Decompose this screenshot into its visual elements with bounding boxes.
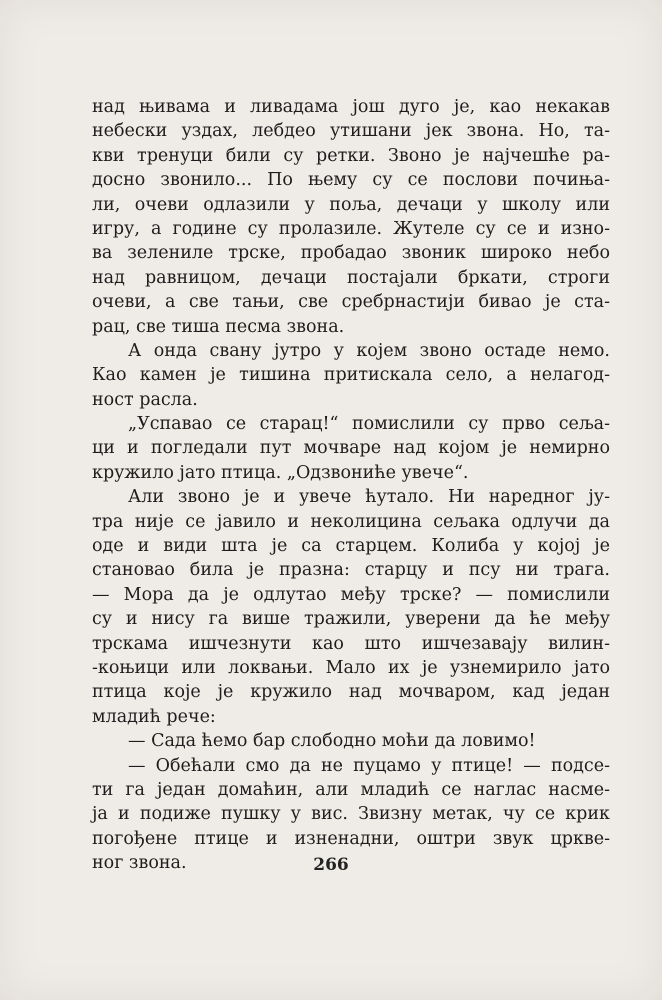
text-line: младић рече: — [92, 706, 216, 727]
text-line: становао била је празна: старцу и псу ни трага. — [92, 560, 610, 581]
text-line: Као камен је тишина притискала село, а нелагод- — [92, 365, 610, 386]
text-line: ва зелениле трске, пробадао звоник широко небо — [92, 243, 610, 264]
text-line: ти га један домаћин, али младић се наглас насме- — [92, 779, 610, 800]
text-line: погођене птице и изненадни, оштри звук цркве- — [92, 828, 610, 849]
text-line: А онда свану јутро у којем звоно остаде немо. — [128, 340, 610, 361]
text-line: ци и погледали пут мочваре над којом је немирно — [92, 438, 610, 459]
text-line: небески уздах, лебдео утишани јек звона. Но, та- — [92, 121, 610, 142]
text-line: над њивама и ливадама још дуго је, као некакав — [92, 97, 610, 117]
page-number: 266 — [313, 855, 349, 875]
text-line: игру, а године су пролазиле. Жутеле су се и изно- — [92, 218, 610, 239]
text-line: ност расла. — [92, 389, 198, 410]
text-line: -коњици или локвањи. Мало их је узнемирило јато — [92, 657, 610, 678]
body-text — [92, 95, 610, 876]
text-line: су и нису га више тражили, уверени да ће међу — [92, 609, 610, 630]
text-line: кружило јато птица. „Одзвониће увече“. — [92, 462, 469, 483]
text-line: — Мора да је одлутао међу трске? — помислили — [92, 584, 610, 605]
text-line: — Обећали смо да не пуцамо у птице! — подсе- — [128, 755, 610, 776]
text-line: ног звона. — [92, 853, 187, 874]
text-line: рац, све тиша песма звона. — [92, 316, 345, 337]
text-line: Али звоно је и увече ћутало. Ни наредног ју- — [128, 487, 610, 508]
text-line: тра није се јавило и неколицина сељака одлучи да — [92, 511, 610, 532]
text-line: „Успавао се старац!“ помислили су прво сеља- — [128, 414, 610, 435]
text-line: оде и види шта је са старцем. Колиба у којој је — [92, 536, 610, 557]
text-line: досно звонило... По њему су се послови почиња- — [92, 170, 610, 191]
text-line: — Сада ћемо бар слободно моћи да ловимо! — [128, 731, 536, 752]
text-line: трскама ишчезнути као што ишчезавају вилин- — [92, 633, 610, 654]
text-line: над равницом, дечаци постајали бркати, строги — [92, 267, 610, 288]
text-line: кви тренуци били су ретки. Звоно је најчешће ра- — [92, 145, 610, 166]
text-line: очеви, а све тањи, све сребрнастији бивао је ста- — [92, 292, 610, 313]
text-line: ли, очеви одлазили у поља, дечаци у школу или — [92, 194, 610, 215]
text-line: птица које је кружило над мочваром, кад један — [92, 682, 610, 703]
text-line: ја и подиже пушку у вис. Звизну метак, чу се крик — [92, 804, 610, 825]
